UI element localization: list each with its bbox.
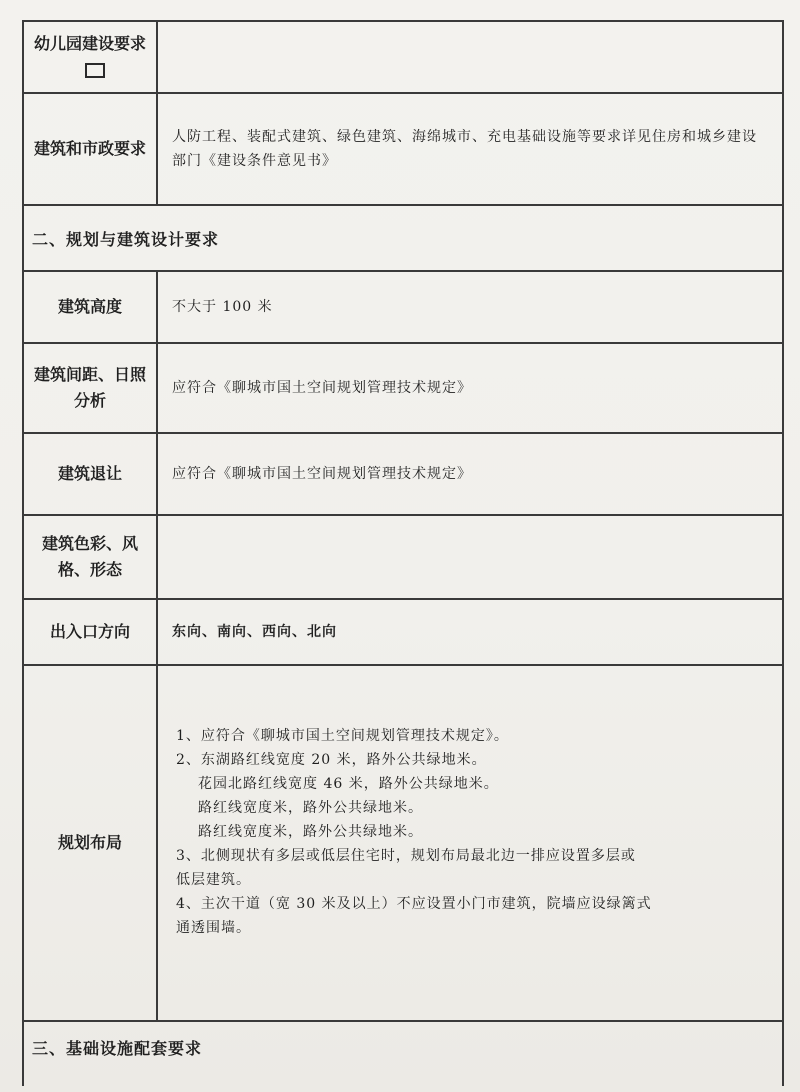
layout-line: 通透围墙。	[176, 920, 251, 936]
label-kindergarten	[24, 22, 158, 92]
label-kindergarten-text: 幼儿园建设要求	[33, 34, 146, 53]
layout-line: 2、东湖路红线宽度 20 米，路外公共绿地米。	[176, 752, 487, 768]
layout-line: 4、主次干道（宽 30 米及以上）不应设置小门市建筑，院墙应设绿篱式	[176, 896, 652, 912]
label-height: 建筑高度	[24, 272, 158, 342]
row-spacing	[24, 344, 782, 434]
value-building-municipal: 人防工程、装配式建筑、绿色建筑、海绵城市、充电基础设施等要求详见住房和城乡建设部门《建设条件意见书》	[172, 129, 757, 169]
value-entrance: 东向、南向、西向、北向	[172, 624, 337, 640]
checkbox-icon	[85, 63, 105, 78]
label-spacing: 建筑间距、日照分析	[24, 344, 158, 432]
section-3-title: 三、基础设施配套要求	[32, 1038, 203, 1058]
row-kindergarten	[24, 22, 782, 94]
value-height: 不大于 100 米	[172, 299, 273, 315]
layout-line: 3、北侧现状有多层或低层住宅时，规划布局最北边一排应设置多层或	[176, 848, 636, 864]
layout-line: 1、应符合《聊城市国土空间规划管理技术规定》。	[176, 728, 509, 744]
layout-text-block	[176, 724, 768, 940]
section-2-title: 二、规划与建筑设计要求	[24, 206, 782, 272]
row-color-style	[24, 516, 782, 600]
label-layout: 规划布局	[24, 666, 158, 1020]
label-color-style: 建筑色彩、风格、形态	[24, 516, 158, 598]
layout-line: 路红线宽度米，路外公共绿地米。	[198, 824, 423, 840]
value-setback: 应符合《聊城市国土空间规划管理技术规定》	[172, 466, 472, 482]
label-building-municipal: 建筑和市政要求	[24, 94, 158, 204]
value-spacing: 应符合《聊城市国土空间规划管理技术规定》	[172, 380, 472, 396]
label-entrance: 出入口方向	[24, 600, 158, 664]
row-height	[24, 272, 782, 344]
row-building-municipal	[24, 94, 782, 206]
row-entrance	[24, 600, 782, 666]
value-color-style	[158, 516, 782, 598]
value-layout	[158, 666, 782, 1020]
row-layout	[24, 666, 782, 1022]
label-setback: 建筑退让	[24, 434, 158, 514]
planning-conditions-table	[22, 20, 784, 1086]
value-kindergarten	[158, 22, 782, 92]
row-setback	[24, 434, 782, 516]
layout-line: 路红线宽度米，路外公共绿地米。	[198, 800, 423, 816]
layout-line: 低层建筑。	[176, 872, 251, 888]
layout-line: 花园北路红线宽度 46 米，路外公共绿地米。	[198, 776, 499, 792]
